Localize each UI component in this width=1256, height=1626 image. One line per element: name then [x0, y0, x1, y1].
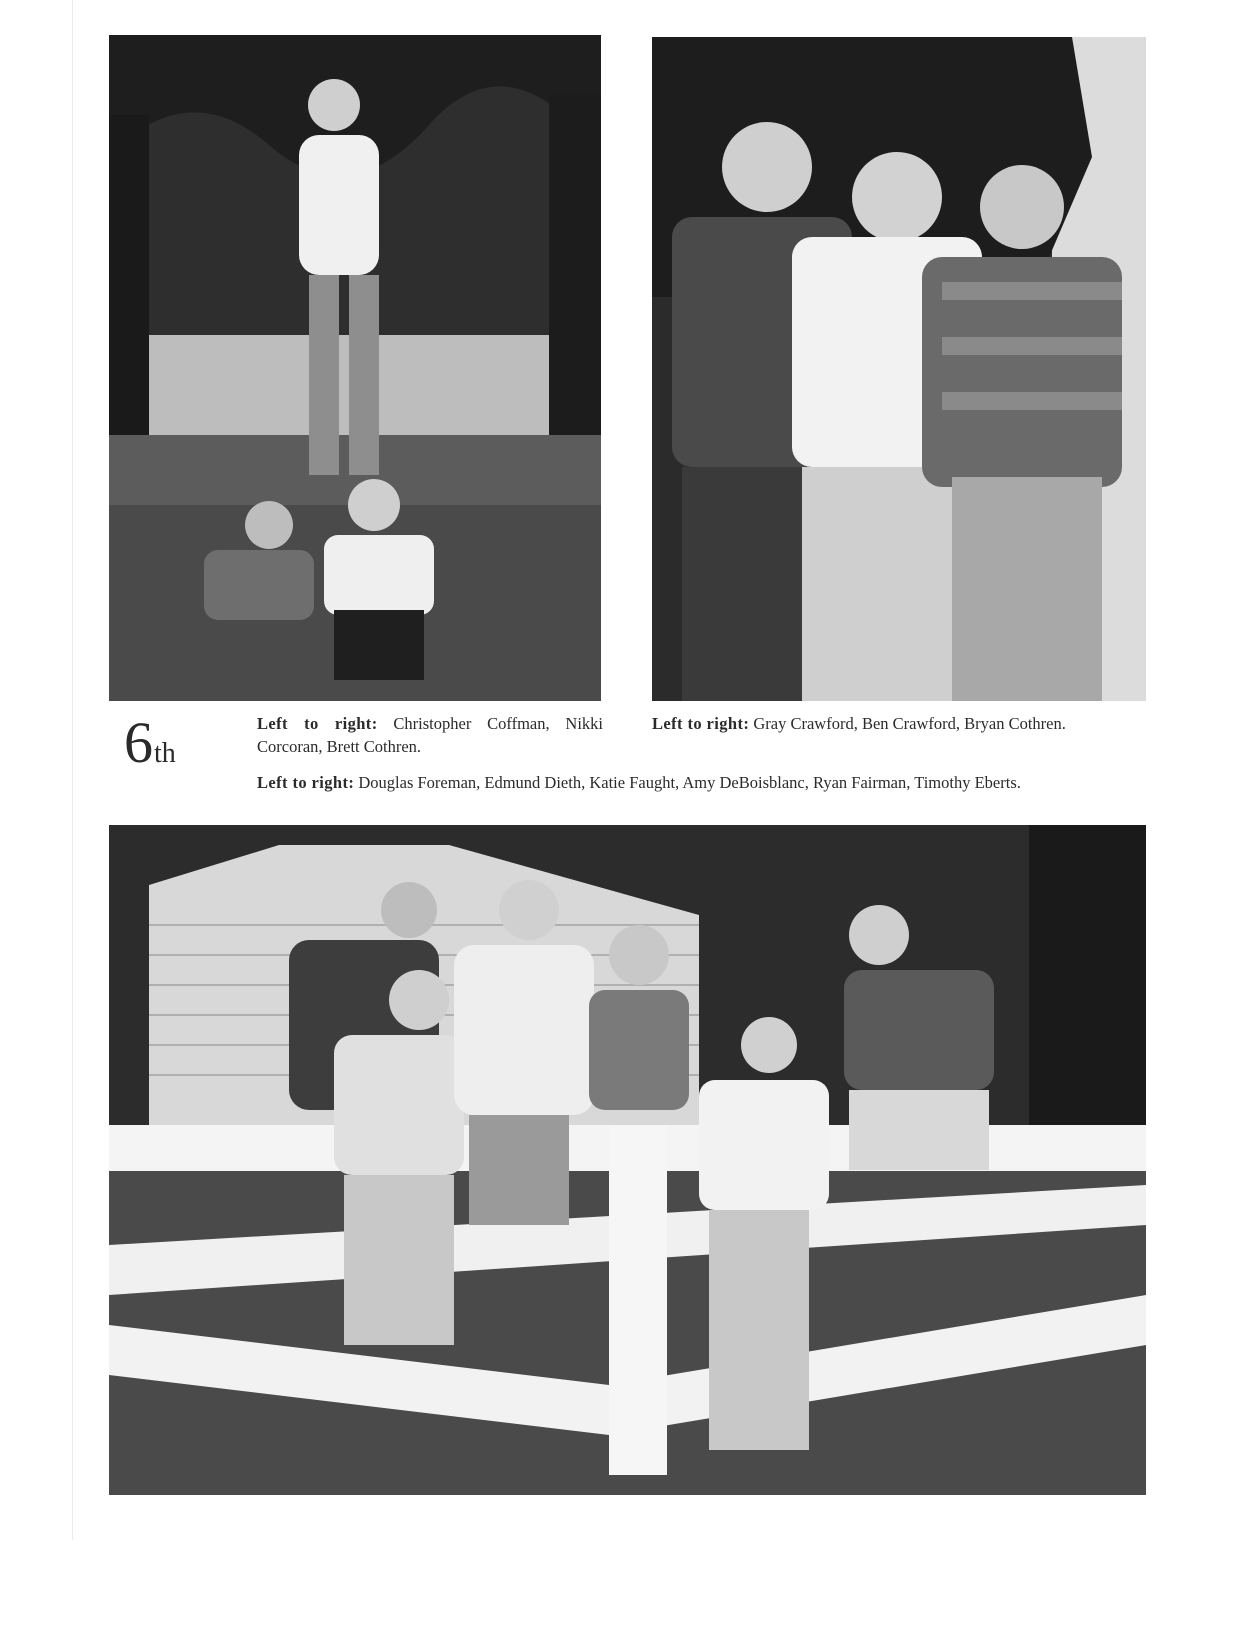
caption-lead: Left to right: — [652, 714, 750, 733]
caption-names: Douglas Foreman, Edmund Dieth, Katie Faught, Amy DeBoisblanc, Ryan Fairman, Timothy Eberts. — [358, 773, 1021, 792]
photo-three-boys — [652, 37, 1146, 701]
caption-lead: Left to right: — [257, 773, 355, 792]
caption-top-right — [652, 712, 1152, 735]
caption-top-left — [257, 712, 603, 758]
caption-names: Gray Crawford, Ben Crawford, Bryan Cothren. — [753, 714, 1066, 733]
photo-three-boys-image — [652, 37, 1146, 701]
grade-label — [124, 710, 176, 775]
photo-group-fence-image — [109, 825, 1146, 1495]
caption-names: Christopher Coffman, Nikki Corcoran, Brett Cothren. — [257, 714, 603, 756]
page-edge — [72, 0, 73, 1540]
photo-pyramid-outdoors — [109, 35, 601, 701]
photo-pyramid-outdoors-image — [109, 35, 601, 701]
caption-lead: Left to right: — [257, 714, 378, 733]
caption-bottom — [257, 771, 1146, 794]
grade-number: 6 — [124, 710, 153, 775]
photo-group-fence — [109, 825, 1146, 1495]
grade-suffix: th — [154, 738, 176, 769]
